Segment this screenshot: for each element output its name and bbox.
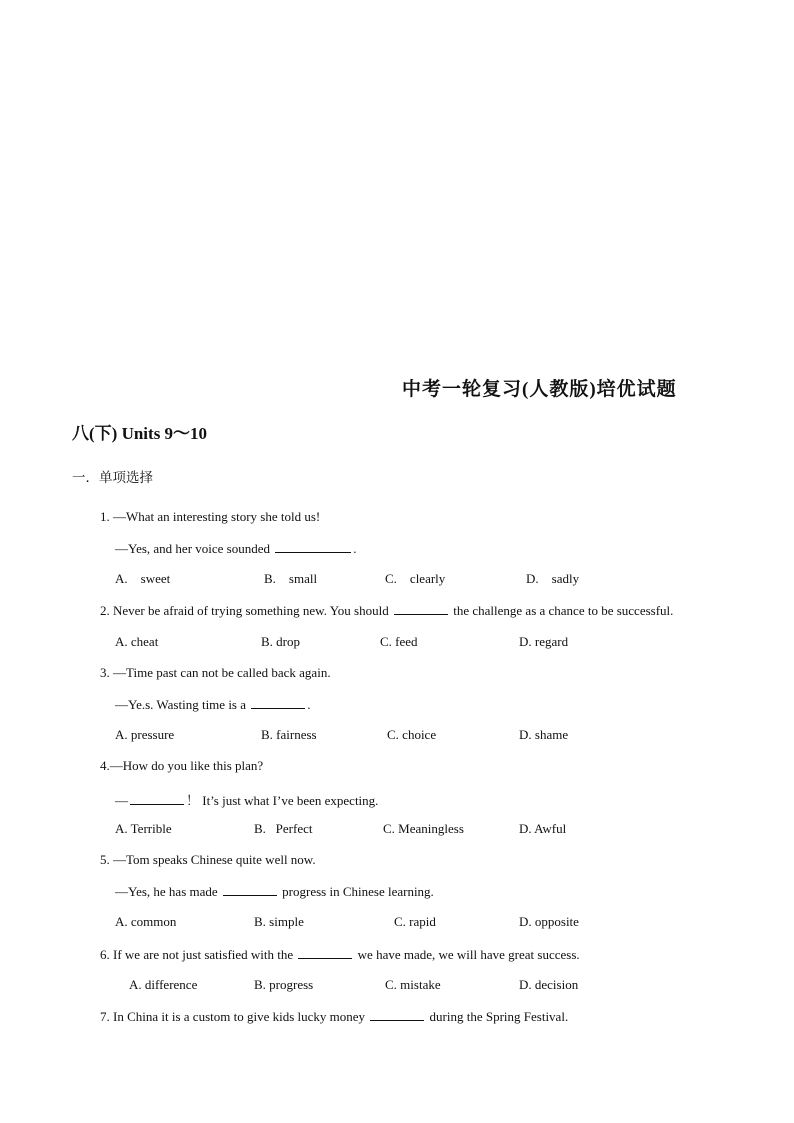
question-3-line-2 [115, 696, 311, 713]
question-5-text: 5. —Tom speaks Chinese quite well now. [100, 852, 316, 867]
answer-prefix: —Yes, he has made [115, 884, 221, 899]
question-2-option-b: B. drop [261, 634, 300, 649]
question-7-suffix: during the Spring Festival. [426, 1009, 569, 1024]
question-5-option-a: A. common [115, 914, 177, 929]
answer-blank [275, 540, 351, 553]
document-title: 中考一轮复习(人教版)培优试题 [402, 379, 677, 400]
question-2-option-c: C. feed [380, 634, 418, 649]
section-title: 一．单项选择 [72, 470, 153, 485]
question-3-option-d: D. shame [519, 727, 569, 742]
question-4-option-a: A. Terrible [115, 821, 172, 836]
question-4-option-c: C. Meaningless [383, 821, 464, 836]
question-1-option-a: A. sweet [115, 571, 171, 586]
question-7-text: 7. In China it is a custom to give kids lucky money [100, 1009, 369, 1024]
question-1-option-c: C. clearly [385, 571, 446, 586]
question-3-option-c: C. choice [387, 727, 437, 742]
question-7-line-1 [100, 1008, 568, 1025]
question-3-option-b: B. fairness [261, 727, 317, 742]
question-3-text: 3. —Time past can not be called back again. [100, 665, 331, 680]
question-5-option-c: C. rapid [394, 914, 436, 929]
answer-prefix: —Ye.s. Wasting time is a [115, 697, 250, 712]
question-4-text: 4.—How do you like this plan? [100, 758, 264, 773]
answer-blank [223, 883, 277, 896]
question-6-option-d: D. decision [519, 977, 579, 992]
question-6-suffix: we have made, we will have great success. [354, 947, 580, 962]
answer-blank [130, 792, 184, 805]
question-6-option-c: C. mistake [385, 977, 441, 992]
question-4-option-d: D. Awful [519, 821, 567, 836]
question-5-option-d: D. opposite [519, 914, 579, 929]
question-1-line-2 [115, 540, 357, 557]
question-5-line-2 [115, 883, 434, 900]
question-2-suffix: the challenge as a chance to be successful. [449, 603, 674, 618]
question-6-line-1 [100, 946, 580, 963]
answer-blank [394, 602, 448, 615]
question-2-line-1 [100, 602, 673, 619]
question-6-option-b: B. progress [254, 977, 314, 992]
question-1-option-b: B. small [264, 571, 318, 586]
answer-prefix: — [115, 793, 128, 808]
answer-blank [370, 1008, 424, 1021]
answer-suffix: . [353, 541, 357, 556]
question-6-text: 6. If we are not just satisfied with the [100, 947, 297, 962]
question-1-option-d: D. sadly [526, 571, 580, 586]
question-4-option-b: B. Perfect [254, 821, 313, 836]
question-1-line-1 [100, 509, 320, 525]
answer-blank [298, 946, 352, 959]
question-3-option-a: A. pressure [115, 727, 175, 742]
question-5-option-b: B. simple [254, 914, 304, 929]
question-1-text: 1. —What an interesting story she told us! [100, 509, 321, 524]
answer-prefix: —Yes, and her voice sounded [115, 541, 274, 556]
question-4-line-2 [115, 790, 378, 809]
question-4-line-1 [100, 758, 263, 774]
question-2-option-d: D. regard [519, 634, 569, 649]
question-2-text: 2. Never be afraid of trying something new. You should [100, 603, 392, 618]
question-3-line-1 [100, 665, 331, 681]
answer-blank [251, 696, 305, 709]
unit-title: 八(下) Units 9～10 [72, 424, 208, 443]
answer-suffix: progress in Chinese learning. [278, 884, 434, 899]
question-5-line-1 [100, 852, 316, 868]
question-2-option-a: A. cheat [115, 634, 159, 649]
question-6-option-a: A. difference [129, 977, 198, 992]
answer-suffix: ！ It’s just what I’ve been expecting. [186, 793, 379, 808]
answer-suffix: . [307, 697, 311, 712]
